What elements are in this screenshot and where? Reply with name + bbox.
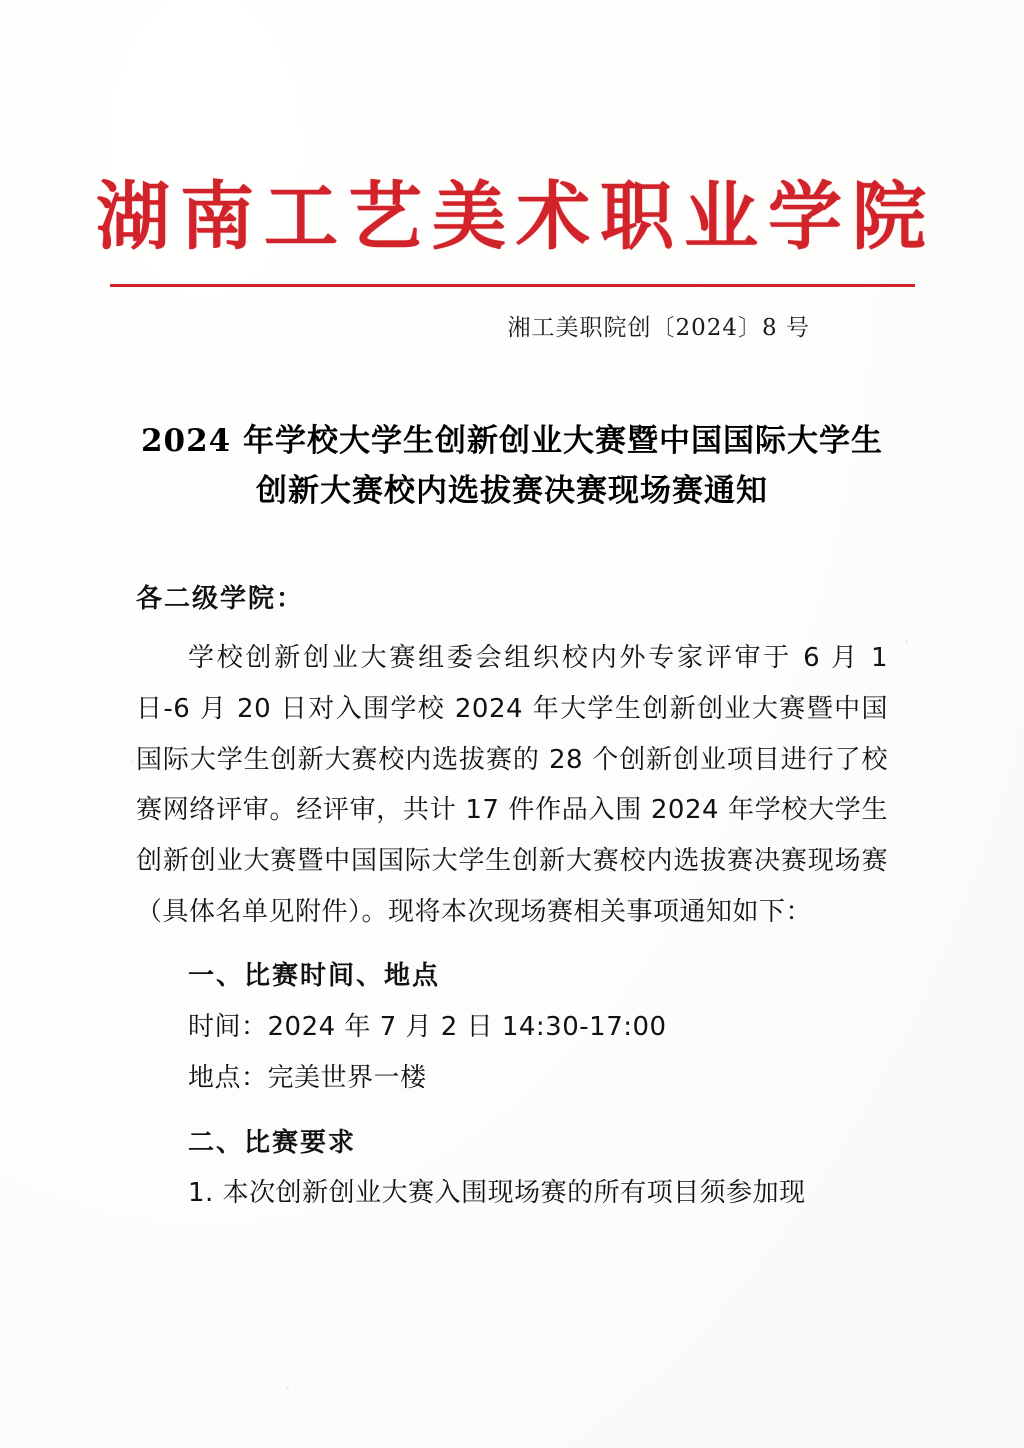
section-line-place: 地点：完美世界一楼: [188, 1062, 427, 1093]
institution-name: 湖南工艺美术职业学院: [96, 174, 936, 260]
document-number: 湘工美职院创〔2024〕8 号: [507, 314, 810, 341]
section-line-requirement-1: 1. 本次创新创业大赛入围现场赛的所有项目须参加现: [188, 1178, 806, 1209]
letterhead-divider: [110, 284, 915, 287]
body-paragraph: 学校创新创业大赛组委会组织校内外专家评审于 6 月 1 日-6 月 20 日对入围学校 2024 年大学生创新创业大赛暨中国国际大学生创新大赛校内选拔赛的 28 个创新创业项目进行了校赛网络评审。经评审，共计 17 件作品入围 2024 年学校大学生创新创业大赛暨中国国际大学生创新大赛校内选拔赛决赛现场赛（具体名单见附件）。现将本次现场赛相关事项通知如下：: [136, 643, 888, 927]
page-title: 2024 年学校大学生创新创业大赛暨中国国际大学生创新大赛校内选拔赛决赛现场赛通知: [140, 422, 884, 510]
letterhead: [96, 174, 936, 287]
section-heading-requirements: 二、比赛要求: [188, 1127, 357, 1158]
section-line-time: 时间：2024 年 7 月 2 日 14:30-17:00: [188, 1012, 667, 1043]
salutation: 各二级学院：: [136, 584, 305, 615]
section-heading-time-place: 一、比赛时间、地点: [188, 961, 441, 992]
